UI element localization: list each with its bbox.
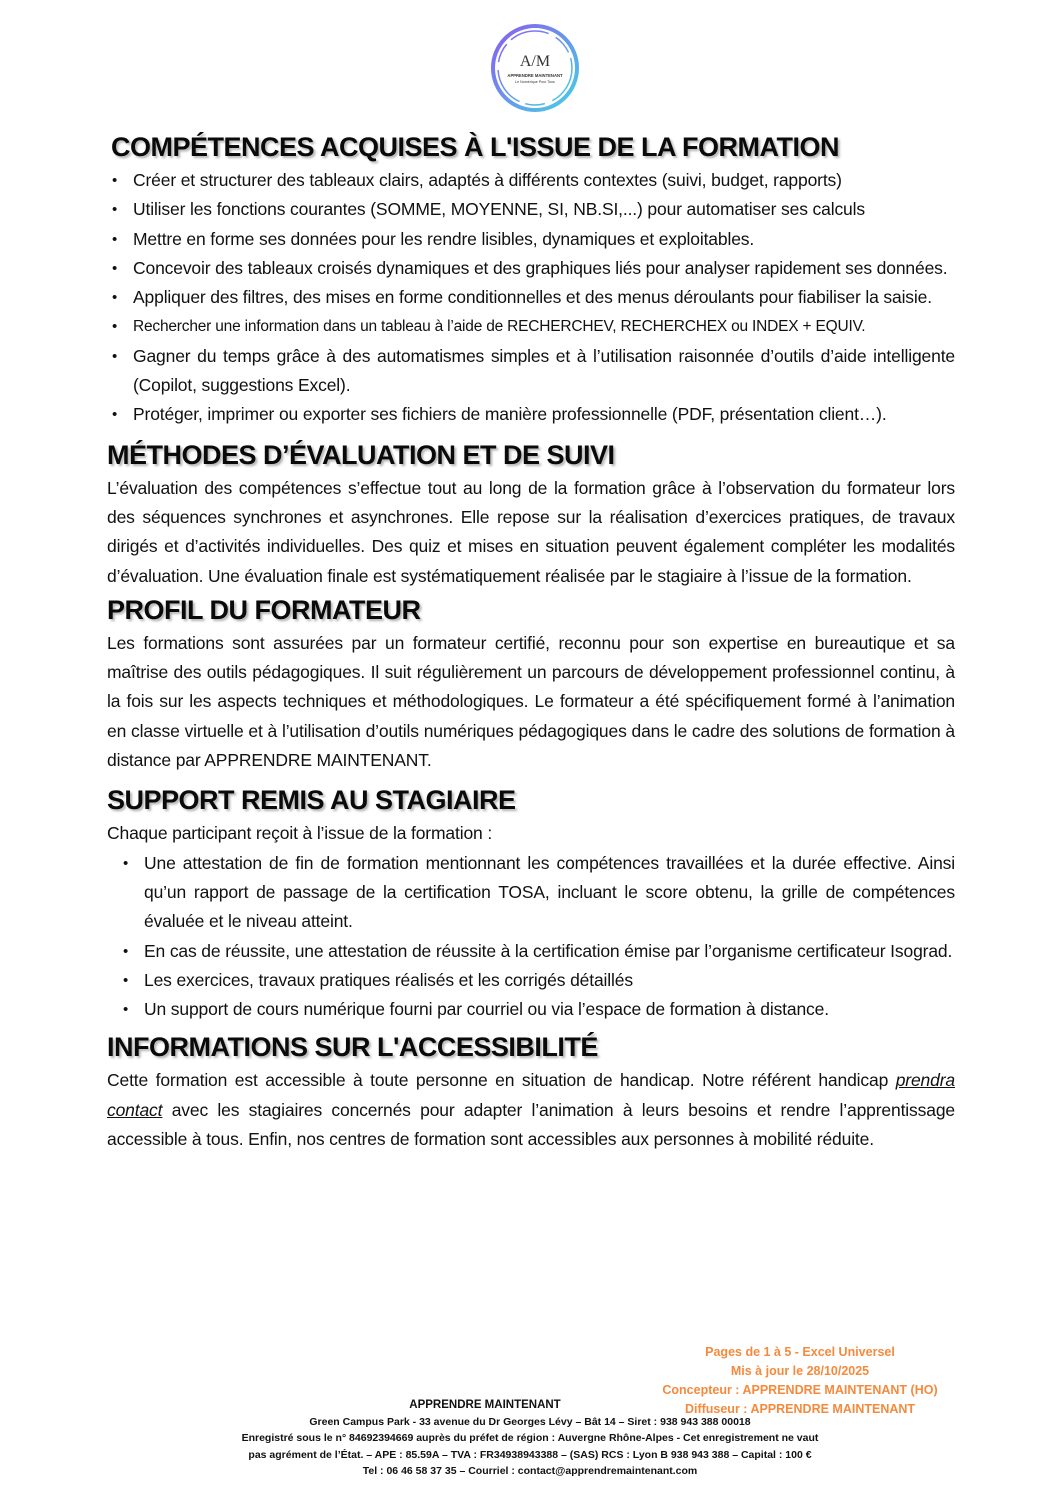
concepteur: Concepteur : APPRENDRE MAINTENANT (HO) [662, 1383, 938, 1397]
support-list [107, 849, 955, 1025]
footer-contact: Tel : 06 46 58 37 35 – Courriel : contact@apprendremaintenant.com [362, 1465, 698, 1477]
pages-info: Pages de 1 à 5 - Excel Universel [705, 1345, 895, 1359]
section-title-support: SUPPORT REMIS AU STAGIAIRE [107, 785, 516, 816]
list-item: • Une attestation de fin de formation mentionnant les compétences travaillées et la durée effective. Ainsi qu’un rapport de passage de la certification TOSA, incluant le score obtenu, la grille de compétences évaluée et le niveau atteint. [107, 849, 955, 937]
footer [230, 1397, 830, 1480]
logo-ring-icon [489, 22, 581, 114]
prendra-contact-link[interactable]: prendra contact [107, 1070, 955, 1120]
diffuseur: Diffuseur : APPRENDRE MAINTENANT [684, 1402, 916, 1416]
list-item: • Mettre en forme ses données pour les rendre lisibles, dynamiques et exploitables. [107, 225, 955, 254]
accessibilite-text [107, 1066, 955, 1154]
svg-text:APPRENDRE MAINTENANT: APPRENDRE MAINTENANT [507, 73, 563, 78]
list-item: • Utiliser les fonctions courantes (SOMME, MOYENNE, SI, NB.SI,...) pour automatiser ses calculs [107, 195, 955, 224]
accessibilite-text-start: Cette formation est accessible à toute personne en situation de handicap. Notre référent handicap [107, 1070, 896, 1091]
list-item: • Gagner du temps grâce à des automatismes simples et à l’utilisation raisonnée d’outils d’aide intelligente (Copilot, suggestions Excel). [107, 342, 955, 401]
competences-list [107, 166, 955, 430]
support-intro: Chaque participant reçoit à l’issue de la formation : [107, 823, 493, 844]
footer-org-name: APPRENDRE MAINTENANT [409, 1399, 561, 1411]
section-title-evaluation: MÉTHODES D’ÉVALUATION ET DE SUIVI [107, 439, 615, 470]
list-item: • Les exercices, travaux pratiques réalisés et les corrigés détaillés [107, 966, 955, 995]
list-item: • Concevoir des tableaux croisés dynamiques et des graphiques liés pour analyser rapidement ses données. [107, 254, 955, 283]
section-title-formateur: PROFIL DU FORMATEUR [107, 594, 421, 625]
footer-address: Green Campus Park - 33 avenue du Dr Georges Lévy – Bât 14 – Siret : 938 943 388 00018 [309, 1415, 751, 1428]
logo [489, 22, 581, 114]
svg-text:A/M: A/M [519, 53, 551, 70]
accessibilite-text-end: avec les stagiaires concernés pour adapter l’animation à leurs besoins et rendre l’apprentissage accessible à tous. Enfin, nos centres de formation sont accessibles aux personnes à mobilité réduite. [107, 1099, 955, 1150]
update-date: Mis à jour le 28/10/2025 [730, 1364, 870, 1378]
formateur-text: Les formations sont assurées par un formateur certifié, reconnu pour son expertise en bureautique et sa maîtrise des outils pédagogiques. Il suit régulièrement un parcours de développement professionnel continu, à la fois sur les aspects techniques et méthodologiques. Le formateur a été spécifiquement formé à l’animation en classe virtuelle et à l’utilisation d’outils numériques pédagogiques dans le cadre des solutions de formation à distance par APPRENDRE MAINTENANT. [107, 632, 955, 771]
list-item: • Un support de cours numérique fourni par courriel ou via l’espace de formation à distance. [107, 995, 955, 1024]
list-item: • Protéger, imprimer ou exporter ses fichiers de manière professionnelle (PDF, présentation client…). [107, 400, 955, 429]
footer-legal: pas agrément de l’État. – APE : 85.59A – TVA : FR34938943388 – (SAS) RCS : Lyon B 938 943 388 – Capital : 100 € [248, 1448, 812, 1461]
list-item: • Créer et structurer des tableaux clairs, adaptés à différents contextes (suivi, budget, rapports) [107, 166, 955, 195]
list-item: • Rechercher une information dans un tableau à l’aide de RECHERCHEV, RECHERCHEX ou INDEX + EQUIV. [107, 312, 955, 341]
evaluation-text: L’évaluation des compétences s’effectue tout au long de la formation grâce à l’observation du formateur lors des séquences synchrones et asynchrones. Elle repose sur la réalisation d’exercices pratiques, de travaux dirigés et d’activités individuelles. Des quiz et mises en situation peuvent également compléter les modalités d’évaluation. Une évaluation finale est systématiquement réalisée par le stagiaire à l’issue de la formation. [107, 477, 955, 586]
list-item: • En cas de réussite, une attestation de réussite à la certification émise par l’organisme certificateur Isograd. [107, 937, 955, 966]
document-body [107, 128, 955, 1154]
footer-registration: Enregistré sous le n° 84692394669 auprès du préfet de région : Auvergne Rhône-Alpes - Cet enregistrement ne vaut [241, 1432, 819, 1444]
list-item: • Appliquer des filtres, des mises en forme conditionnelles et des menus déroulants pour fiabiliser la saisie. [107, 283, 955, 312]
svg-text:Le Numérique Pour Tous: Le Numérique Pour Tous [515, 80, 555, 84]
section-title-accessibilite: INFORMATIONS SUR L'ACCESSIBILITÉ [107, 1032, 598, 1063]
section-title-competences: COMPÉTENCES ACQUISES À L'ISSUE DE LA FORMATION [111, 132, 839, 162]
